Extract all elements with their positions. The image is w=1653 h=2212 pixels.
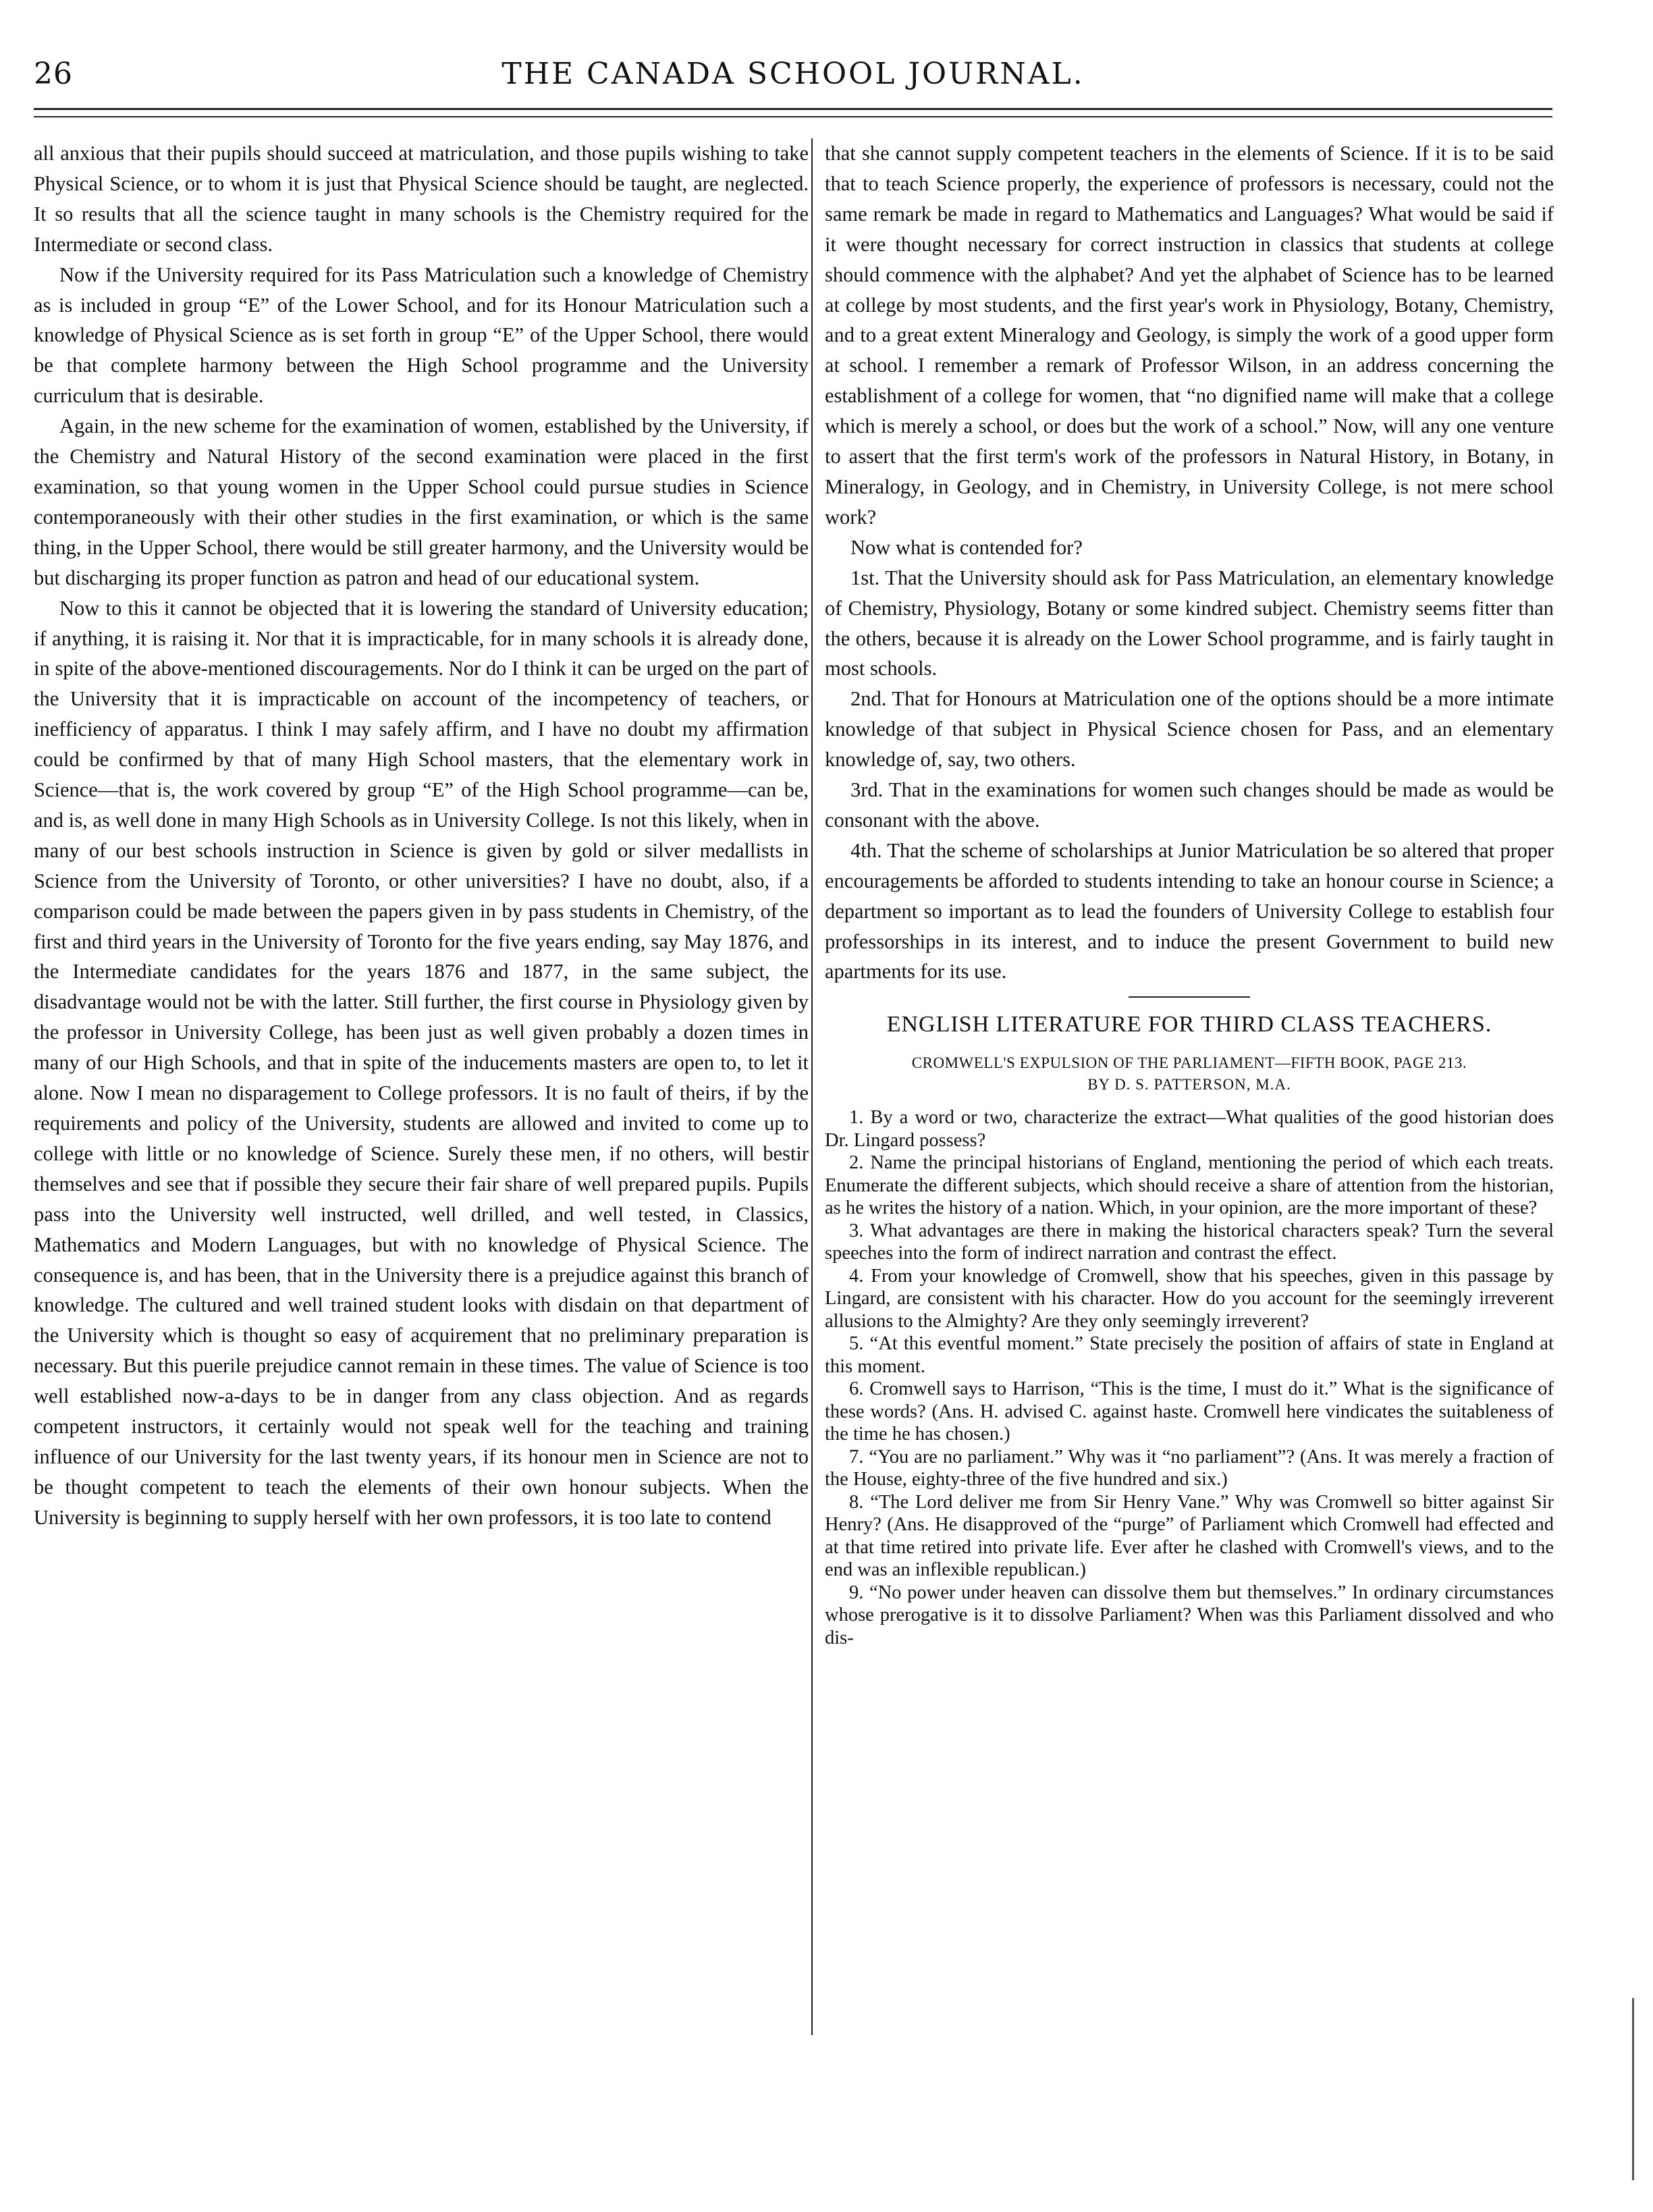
question-item: 5. “At this eventful moment.” State precisely the position of affairs of state in England at this moment. — [825, 1333, 1554, 1377]
page-number: 26 — [34, 57, 73, 91]
right-column — [825, 138, 1554, 1649]
question-list — [825, 1106, 1554, 1649]
section-heading: ENGLISH LITERATURE FOR THIRD CLASS TEACHERS. — [886, 1012, 1492, 1037]
right-paragraph: 2nd. That for Honours at Matriculation one of the options should be a more intimate knowledge of that subject in Physical Science chosen for Pass, and an elementary knowledge of, say, two others. — [825, 687, 1554, 772]
question-item: 7. “You are no parliament.” Why was it “no parliament”? (Ans. It was merely a fraction of the House, eighty-three of the five hundred and six.) — [825, 1446, 1554, 1490]
margin-scan-mark — [1632, 1998, 1634, 2180]
question-item: 4. From your knowledge of Cromwell, show that his speeches, given in this passage by Lingard, are consistent with his character. How do you account for the seemingly irreverent allusions to the Almighty? Are they only seemingly irreverent? — [825, 1265, 1554, 1332]
left-column — [34, 138, 809, 1533]
left-paragraph: all anxious that their pupils should succeed at matriculation, and those pupils wishing to take Physical Science, or to whom it is just that Physical Science should be taught, are neglected. It so results that all the science taught in many schools is the Chemistry required for the Intermediate or second class. — [34, 142, 809, 256]
left-paragraph: Now to this it cannot be objected that it is lowering the standard of University education; if anything, it is raising it. Nor that it is impracticable, for in many schools it is already done, in spite of the above-mentioned discouragements. Nor do I think it can be urged on the part of the University that it is impracticable on account of the incompetency of teachers, or inefficiency of apparatus. I think I may safely affirm, and I have no doubt my affirmation could be confirmed by that of many High School masters, that the elementary work in Science—that is, the work covered by group “E” of the High School programme—can be, and is, as well done in many High Schools as in University College. Is not this likely, when in many of our best schools instruction in Science is given by gold or silver medallists in Science from the University of Toronto, or other universities? I have no doubt, also, if a comparison could be made between the papers given in by pass students in Chemistry, of the first and third years in the University of Toronto for the five years ending, say May 1876, and the Intermediate candidates for the years 1876 and 1877, in the same subject, the disadvantage would not be with the latter. Still further, the first course in Physiology given by the professor in University College, has been just as well given probably a dozen times in many of our High Schools, and that in spite of the inducements masters are open to, to let it alone. Now I mean no disparagement to College professors. It is no fault of theirs, if by the requirements and policy of the University, students are allowed and invited to come up to college with little or no knowledge of Science. Surely these men, if no others, will bestir themselves and see that if possible they secure their fair share of well prepared pupils. Pupils pass into the University well instructed, well drilled, and well tested, in Classics, Mathematics and Modern Languages, but with no knowledge of Physical Science. The consequence is, and has been, that in the University there is a prejudice against this branch of knowledge. The cultured and well trained student looks with disdain on that department of the University which is thought so easy of acquirement that no preliminary preparation is necessary. But this puerile prejudice cannot remain in these times. The value of Science is too well established now-a-days to be in danger from any class objection. And as regards competent instructors, it certainly would not speak well for the teaching and training influence of our University for the last twenty years, if its honour men in Science are not to be thought competent to teach the elements of their own honour subjects. When the University is beginning to supply herself with her own professors, it is too late to contend — [34, 596, 809, 1529]
section-byline: BY D. S. PATTERSON, M.A. — [1087, 1076, 1291, 1094]
journal-title: THE CANADA SCHOOL JOURNAL. — [502, 57, 1085, 91]
left-paragraph: Again, in the new scheme for the examination of women, established by the University, if the Chemistry and Natural History of the second examination were placed in the first examination, so that young women in the Upper School could pursue studies in Science contemporaneously with their other studies in the first examination, or which is the same thing, in the Upper School, there would be still greater harmony, and the University would be but discharging its proper function as patron and head of our educational system. — [34, 414, 809, 589]
section-subheading: CROMWELL'S EXPULSION OF THE PARLIAMENT—FIFTH BOOK, PAGE 213. — [911, 1054, 1467, 1072]
question-item: 3. What advantages are there in making the historical characters speak? Turn the several speeches into the form of indirect narration and contrast the effect. — [825, 1220, 1554, 1264]
right-paragraph: 1st. That the University should ask for Pass Matriculation, an elementary knowledge of Chemistry, Physiology, Botany or some kindred subject. Chemistry seems fitter than the others, because it is already on the Lower School programme, and is fairly taught in most schools. — [825, 566, 1554, 680]
right-paragraph: 4th. That the scheme of scholarships at Junior Matriculation be so altered that proper encouragements be afforded to students intending to take an honour course in Science; a department so important as to lead the founders of University College to establish four professorships in its interest, and to induce the present Government to build new apartments for its use. — [825, 838, 1554, 983]
section-separator — [1129, 996, 1250, 998]
column-divider — [811, 138, 813, 2035]
question-item: 2. Name the principal historians of England, mentioning the period of which each treats. Enumerate the different subjects, which should receive a share of attention from the historian, as he writes the history of a nation. Which, in your opinion, are the more important of these? — [825, 1152, 1554, 1219]
right-paragraph: Now what is contended for? — [850, 535, 1083, 559]
right-paragraph: 3rd. That in the examinations for women such changes should be made as would be consonant with the above. — [825, 778, 1554, 832]
question-item: 6. Cromwell says to Harrison, “This is the time, I must do it.” What is the significance of these words? (Ans. H. advised C. against haste. Cromwell here vindicates the suitableness of the time he has chosen.) — [825, 1378, 1554, 1445]
header-rule-secondary — [34, 116, 1552, 117]
question-item: 9. “No power under heaven can dissolve them but themselves.” In ordinary circumstances whose prerogative is it to dissolve Parliament? When was this Parliament dissolved and who dis- — [825, 1582, 1554, 1648]
question-item: 8. “The Lord deliver me from Sir Henry Vane.” Why was Cromwell so bitter against Sir Henry? (Ans. He disapproved of the “purge” of Parliament which Cromwell had effected and at that time retired into private life. Ever after he clashed with Cromwell's views, and to the end was an inflexible republican.) — [825, 1491, 1554, 1581]
left-paragraph: Now if the University required for its Pass Matriculation such a knowledge of Chemistry as is included in group “E” of the Lower School, and for its Honour Matriculation such a knowledge of Physical Science as is set forth in group “E” of the Upper School, there would be that complete harmony between the High School programme and the University curriculum that is desirable. — [34, 263, 809, 408]
right-paragraph: that she cannot supply competent teachers in the elements of Science. If it is to be said that to teach Science properly, the experience of professors is necessary, could not the same remark be made in regard to Mathematics and Languages? What would be said if it were thought necessary for correct instruction in classics that students at college should commence with the alphabet? And yet the alphabet of Science has to be learned at college by most students, and the first year's work in Physiology, Botany, Chemistry, and to a great extent Mineralogy and Geology, is simply the work of a good upper form at school. I remember a remark of Professor Wilson, in an address concerning the establishment of a college for women, that “no dignified name will make that a college which is merely a school, or does but the work of a school.” Now, will any one venture to assert that the first term's work of the professors in Natural History, in Botany, in Mineralogy, in Geology, and in Chemistry, in University College, is not mere school work? — [825, 142, 1554, 529]
page-header — [34, 53, 1552, 100]
header-rule — [34, 108, 1552, 110]
question-item: 1. By a word or two, characterize the extract—What qualities of the good historian does Dr. Lingard possess? — [825, 1107, 1554, 1151]
